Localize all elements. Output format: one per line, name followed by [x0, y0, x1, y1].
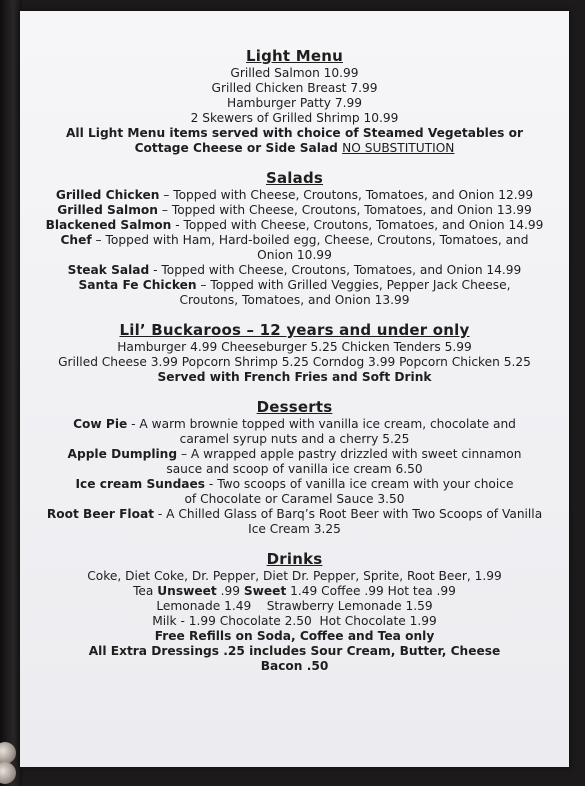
salad-name: Blackened Salmon — [45, 218, 172, 232]
salads-title: Salads — [265, 169, 324, 187]
light-menu-item: 2 Skewers of Grilled Shrimp 10.99 — [190, 111, 399, 125]
dessert-desc: - Two scoops of vanilla ice cream with your choice of Chocolate or Caramel Sauce 3.50 — [184, 477, 514, 506]
drinks-milk: Milk - 1.99 Chocolate 2.50 Hot Chocolate 1.99 — [152, 614, 437, 628]
salad-desc: – Topped with Ham, Hard-boiled egg, Cheese, Croutons, Tomatoes, and Onion 10.99 — [91, 233, 529, 262]
dessert-desc: – A wrapped apple pastry drizzled with sweet cinnamon sauce and scoop of vanilla ice cream 6.50 — [166, 447, 522, 476]
light-menu-section — [34, 47, 555, 156]
salad-item — [34, 278, 555, 308]
salad-name: Grilled Chicken — [55, 188, 160, 202]
light-menu-note: All Light Menu items served with choice of Steamed Vegetables or — [65, 126, 524, 140]
desserts-section — [34, 398, 555, 537]
dessert-name: Apple Dumpling — [67, 447, 178, 461]
dessert-name: Cow Pie — [73, 417, 128, 431]
no-substitution-label: NO SUBSTITUTION — [342, 141, 455, 155]
salad-item — [34, 233, 555, 263]
sweet-label: Sweet — [243, 584, 287, 598]
light-menu-title: Light Menu — [246, 47, 343, 65]
dessert-desc: - A Chilled Glass of Barq’s Root Beer with Two Scoops of Vanilla Ice Cream 3.25 — [154, 507, 543, 536]
tea-label: Tea — [133, 584, 158, 598]
dessert-desc: - A warm brownie topped with vanilla ice cream, chocolate and caramel syrup nuts and a cherry 5.25 — [127, 417, 516, 446]
binder-edge — [0, 0, 22, 786]
salad-desc: - Topped with Cheese, Croutons, Tomatoes, and Onion 14.99 — [171, 218, 544, 232]
salads-section — [34, 169, 555, 308]
salad-item — [34, 203, 555, 218]
light-menu-note-text: Cottage Cheese or Side Salad — [134, 141, 343, 155]
salad-item — [34, 263, 555, 278]
salad-desc: – Topped with Cheese, Croutons, Tomatoes, and Onion 12.99 — [159, 188, 534, 202]
salad-name: Chef — [60, 233, 92, 247]
light-menu-item: Grilled Salmon 10.99 — [230, 66, 359, 80]
salad-desc: - Topped with Cheese, Croutons, Tomatoes, and Onion 14.99 — [149, 263, 522, 277]
unsweet-label: Unsweet — [157, 584, 217, 598]
dessert-name: Root Beer Float — [46, 507, 155, 521]
drinks-section — [34, 550, 555, 674]
desserts-title: Desserts — [256, 398, 333, 416]
dessert-name: Ice cream Sundaes — [75, 477, 206, 491]
unsweet-price: .99 — [216, 584, 244, 598]
salad-desc: – Topped with Grilled Veggies, Pepper Jack Cheese, Croutons, Tomatoes, and Onion 13.99 — [179, 278, 511, 307]
drinks-sodas: Coke, Diet Coke, Dr. Pepper, Diet Dr. Pepper, Sprite, Root Beer, 1.99 — [87, 569, 502, 583]
dessert-item — [34, 417, 555, 447]
dessert-item — [34, 477, 555, 507]
bacon-note: Bacon .50 — [260, 659, 329, 673]
drinks-tea-coffee — [34, 584, 555, 599]
menu-page — [20, 11, 569, 767]
drinks-title: Drinks — [266, 550, 323, 568]
light-menu-note-2 — [34, 141, 555, 156]
drinks-refills-note: Free Refills on Soda, Coffee and Tea only — [154, 629, 435, 643]
kids-note: Served with French Fries and Soft Drink — [157, 370, 432, 384]
salad-item — [34, 188, 555, 203]
salad-name: Steak Salad — [67, 263, 150, 277]
kids-items: Grilled Cheese 3.99 Popcorn Shrimp 5.25 Corndog 3.99 Popcorn Chicken 5.25 — [58, 355, 531, 369]
salad-desc: – Topped with Cheese, Croutons, Tomatoes, and Onion 13.99 — [157, 203, 532, 217]
extra-dressings-note: All Extra Dressings .25 includes Sour Cream, Butter, Cheese — [88, 644, 501, 658]
kids-items: Hamburger 4.99 Cheeseburger 5.25 Chicken Tenders 5.99 — [117, 340, 472, 354]
salad-item — [34, 218, 555, 233]
sweet-rest: 1.49 Coffee .99 Hot tea .99 — [286, 584, 456, 598]
dessert-item — [34, 447, 555, 477]
salad-name: Santa Fe Chicken — [78, 278, 197, 292]
kids-section — [34, 321, 555, 385]
light-menu-item: Hamburger Patty 7.99 — [227, 96, 362, 110]
kids-title: Lil’ Buckaroos – 12 years and under only — [119, 321, 470, 339]
drinks-lemonade: Lemonade 1.49 Strawberry Lemonade 1.59 — [156, 599, 433, 613]
salad-name: Grilled Salmon — [57, 203, 158, 217]
dessert-item — [34, 507, 555, 537]
light-menu-item: Grilled Chicken Breast 7.99 — [211, 81, 378, 95]
